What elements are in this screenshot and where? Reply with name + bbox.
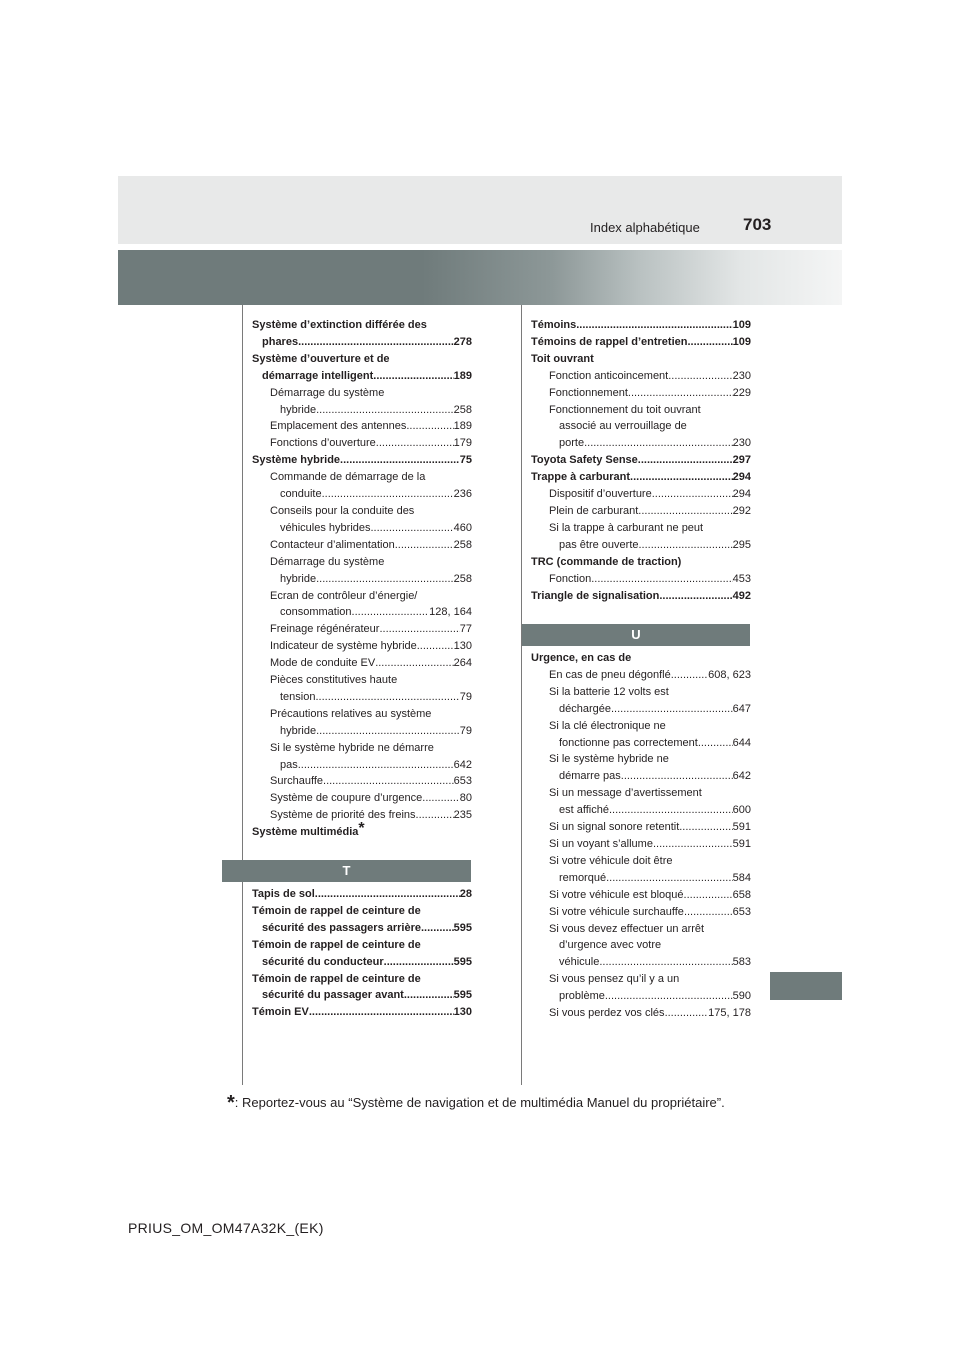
index-subentry[interactable]: Si vous perdez vos clés ..... 175, 178 [531,1005,751,1022]
index-subentry[interactable]: Indicateur de système hybride ..... 130 [252,638,472,655]
index-subentry: Si un message d’avertissement [549,787,702,800]
index-subentry: Si la trappe à carburant ne peut [549,521,704,534]
index-entry: Témoin de rappel de ceinture de [252,972,421,985]
index-subentry[interactable]: remorqué ..... 584 [531,870,751,887]
index-subentry[interactable]: hybride ..... 258 [252,571,472,588]
index-subentry[interactable]: hybride ..... 79 [252,723,472,740]
index-subentry: Démarrage du système [270,386,385,399]
index-subentry: Si la batterie 12 volts est [549,685,669,698]
index-entry[interactable]: Trappe à carburant ..... 294 [531,469,751,486]
index-subentry: Si le système hybride ne [549,753,669,766]
index-subentry[interactable]: Fonctions d’ouverture ..... 179 [252,435,472,452]
letter-heading-u: U [522,624,750,646]
index-subentry: Si vous devez effectuer un arrêt [549,922,705,935]
header-bar [118,176,842,244]
index-subentry: associé au verrouillage de [559,420,687,433]
page-number: 703 [743,215,772,234]
index-entry: Témoin de rappel de ceinture de [252,904,421,917]
index-subentry: Fonctionnement du toit ouvrant [549,403,701,416]
index-subentry: Si le système hybride ne démarre [270,741,434,754]
index-subentry[interactable]: Surchauffe ..... 653 [252,773,472,790]
letter-heading-t: T [222,860,471,882]
index-subentry[interactable]: pas être ouverte ..... 295 [531,537,751,554]
index-subentry[interactable]: est affiché ..... 600 [531,802,751,819]
index-entry[interactable]: sécurité du conducteur ..... 595 [252,954,472,971]
index-subentry[interactable]: consommation ..... 128, 164 [252,604,472,621]
footnote-marker: * [227,1092,235,1114]
index-subentry[interactable]: véhicule ..... 583 [531,954,751,971]
index-entry[interactable]: Témoins ..... 109 [531,317,751,334]
index-subentry[interactable]: problème ..... 590 [531,988,751,1005]
index-column-1 [252,317,472,841]
index-subentry: Si vous pensez qu’il y a un [549,973,680,986]
index-subentry[interactable]: fonctionne pas correctement ..... 644 [531,735,751,752]
index-subentry: Commande de démarrage de la [270,471,426,484]
column-divider-left [242,305,243,1085]
index-subentry[interactable]: Si votre véhicule est bloqué ..... 658 [531,887,751,904]
index-subentry[interactable]: Fonctionnement ..... 229 [531,385,751,402]
column-divider-right [521,305,522,1085]
index-subentry[interactable]: pas ..... 642 [252,757,472,774]
index-entry: Système d’extinction différée des [252,319,427,331]
index-column-1-t [252,886,472,1021]
index-column-2 [531,317,751,604]
index-subentry[interactable]: Contacteur d’alimentation ..... 258 [252,537,472,554]
index-entry[interactable]: Triangle de signalisation ..... 492 [531,588,751,605]
index-subentry: Si la clé électronique ne [549,719,666,732]
index-entry[interactable]: sécurité des passagers arrière ..... 595 [252,920,472,937]
index-subentry: Ecran de contrôleur d’énergie/ [270,589,418,602]
chapter-tab [770,972,842,1000]
index-subentry: Si votre véhicule doit être [549,854,673,867]
index-subentry[interactable]: Système de coupure d’urgence ..... 80 [252,790,472,807]
index-entry[interactable]: Système hybride ..... 75 [252,452,472,469]
index-subentry: Précautions relatives au système [270,707,432,720]
index-subentry[interactable]: porte ..... 230 [531,435,751,452]
index-entry: Toit ouvrant [531,352,594,365]
index-subentry[interactable]: Plein de carburant ..... 292 [531,503,751,520]
index-entry[interactable]: phares ..... 278 [252,334,472,351]
document-id: PRIUS_OM_OM47A32K_(EK) [128,1220,324,1236]
index-subentry[interactable]: Si un voyant s’allume ..... 591 [531,836,751,853]
index-subentry: d’urgence avec votre [559,939,662,952]
index-subentry[interactable]: Système de priorité des freins ..... 235 [252,807,472,824]
index-subentry[interactable]: Fonction ..... 453 [531,571,751,588]
index-entry[interactable]: Système multimédia* [252,820,365,839]
index-entry[interactable]: Témoins de rappel d’entretien ..... 109 [531,334,751,351]
index-subentry[interactable]: Dispositif d’ouverture ..... 294 [531,486,751,503]
index-entry: Système d’ouverture et de [252,352,390,365]
index-subentry[interactable]: Si un signal sonore retentit ..... 591 [531,819,751,836]
index-subentry: Conseils pour la conduite des [270,504,415,517]
index-entry[interactable]: sécurité du passager avant ..... 595 [252,987,472,1004]
footnote [227,1090,725,1113]
index-subentry[interactable]: Freinage régénérateur ..... 77 [252,621,472,638]
index-entry[interactable]: démarrage intelligent ..... 189 [252,368,472,385]
index-subentry[interactable]: Si votre véhicule surchauffe ..... 653 [531,904,751,921]
index-subentry[interactable]: Emplacement des antennes ..... 189 [252,418,472,435]
index-subentry[interactable]: En cas de pneu dégonflé ..... 608, 623 [531,667,751,684]
index-subentry: Pièces constitutives haute [270,674,398,687]
index-subentry[interactable]: tension ..... 79 [252,689,472,706]
index-subentry[interactable]: déchargée ..... 647 [531,701,751,718]
footnote-text: : Reportez-vous au “Système de navigation et de multimédia Manuel du propriétaire”. [234,1095,725,1110]
index-subentry[interactable]: véhicules hybrides ..... 460 [252,520,472,537]
section-title: Index alphabétique [590,220,700,235]
index-subentry[interactable]: Fonction anticoincement ..... 230 [531,368,751,385]
header-gradient-band [118,250,842,305]
index-subentry: Démarrage du système [270,555,385,568]
index-entry[interactable]: Tapis de sol ..... 28 [252,886,472,903]
index-entry: Témoin de rappel de ceinture de [252,938,421,951]
index-subentry[interactable]: conduite ..... 236 [252,486,472,503]
index-entry[interactable]: Témoin EV ..... 130 [252,1004,472,1021]
index-entry: TRC (commande de traction) [531,555,682,568]
index-entry[interactable]: Toyota Safety Sense ..... 297 [531,452,751,469]
footnote-marker: * [358,820,365,838]
index-subentry[interactable]: hybride ..... 258 [252,402,472,419]
index-subentry[interactable]: démarre pas ..... 642 [531,768,751,785]
index-column-2-u [531,650,751,1022]
index-subentry[interactable]: Mode de conduite EV ..... 264 [252,655,472,672]
index-entry: Urgence, en cas de [531,652,632,664]
